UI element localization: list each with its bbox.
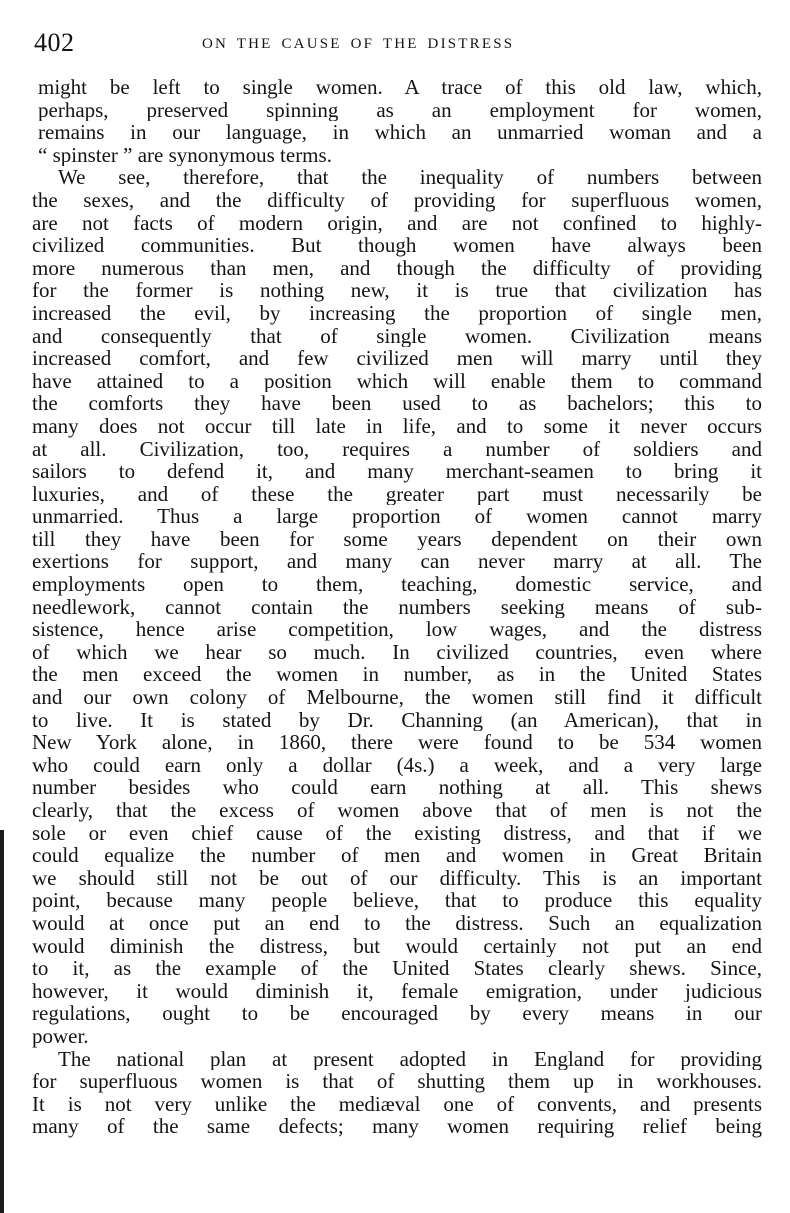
- text-line: increased comfort, and few civilized men will marry until they: [32, 347, 762, 370]
- text-line: would at once put an end to the distress. Such an equalization: [32, 911, 762, 935]
- text-line: civilized communities. But though women have always been: [32, 234, 762, 257]
- text-line: employments open to them, teaching, domestic service, and: [32, 573, 762, 596]
- text-line: exertions for support, and many can never marry at all. The: [32, 550, 762, 574]
- text-line: could equalize the number of men and women in Great Britain: [32, 844, 762, 867]
- text-line: unmarried. Thus a large proportion of women cannot marry: [32, 505, 762, 528]
- text-line: remains in our language, in which an unmarried woman and a: [38, 121, 762, 144]
- text-line: who could earn only a dollar (4s.) a week, and a very large: [32, 753, 762, 777]
- text-line: sole or even chief cause of the existing distress, and that if we: [32, 821, 762, 845]
- text-line: and consequently that of single women. Civilization means: [32, 324, 762, 348]
- running-head: [34, 28, 762, 62]
- text-line: the men exceed the women in number, as in the United States: [32, 663, 762, 687]
- text-line: It is not very unlike the mediæval one of convents, and presents: [32, 1092, 762, 1116]
- text-line: to live. It is stated by Dr. Channing (an American), that in: [32, 708, 762, 732]
- text-line: clearly, that the excess of women above that of men is not the: [32, 799, 762, 822]
- text-line: increased the evil, by increasing the proportion of single men,: [32, 301, 762, 325]
- body-text: [32, 76, 762, 1138]
- text-line: sistence, hence arise competition, low wages, and the distress: [32, 618, 762, 641]
- text-line: many of the same defects; many women requiring relief being: [32, 1115, 762, 1138]
- text-line: and our own colony of Melbourne, the women still find it difficult: [32, 686, 762, 709]
- text-line: luxuries, and of these the greater part must necessarily be: [32, 482, 762, 506]
- text-line: point, because many people believe, that to produce this equality: [32, 889, 762, 912]
- binding-edge: [0, 830, 4, 1213]
- text-line: would diminish the distress, but would certainly not put an end: [32, 934, 762, 958]
- text-line: needlework, cannot contain the numbers seeking means of sub-: [32, 595, 762, 619]
- text-line: more numerous than men, and though the difficulty of providing: [32, 256, 762, 280]
- text-line: “ spinster ” are synonymous terms.: [38, 143, 332, 167]
- text-line: have attained to a position which will enable them to command: [32, 369, 762, 393]
- text-line: are not facts of modern origin, and are not confined to highly-: [32, 211, 762, 235]
- page-number: 402: [34, 28, 75, 57]
- text-line: to it, as the example of the United States clearly shews. Since,: [32, 957, 762, 980]
- text-line: might be left to single women. A trace of this old law, which,: [38, 76, 762, 99]
- text-line: New York alone, in 1860, there were found to be 534 women: [32, 731, 762, 754]
- text-line: for superfluous women is that of shutting them up in workhouses.: [32, 1070, 762, 1093]
- text-line: many does not occur till late in life, and to some it never occurs: [32, 414, 762, 438]
- text-line: power.: [32, 1024, 89, 1048]
- paragraph-start-line: The national plan at present adopted in England for providing: [58, 1047, 762, 1071]
- text-line: however, it would diminish it, female emigration, under judicious: [32, 979, 762, 1003]
- text-line: sailors to defend it, and many merchant-seamen to bring it: [32, 460, 762, 483]
- text-line: perhaps, preserved spinning as an employment for women,: [38, 98, 762, 122]
- paragraph-start-line: We see, therefore, that the inequality of numbers between: [58, 166, 762, 189]
- text-line: at all. Civilization, too, requires a number of soldiers and: [32, 437, 762, 461]
- text-line: of which we hear so much. In civilized countries, even where: [32, 640, 762, 664]
- running-title: ON THE CAUSE OF THE DISTRESS: [202, 36, 515, 52]
- text-line: the sexes, and the difficulty of providing for superfluous women,: [32, 188, 762, 212]
- text-line: the comforts they have been used to as bachelors; this to: [32, 392, 762, 415]
- text-line: for the former is nothing new, it is true that civilization has: [32, 279, 762, 302]
- text-line: till they have been for some years dependent on their own: [32, 527, 762, 551]
- text-line: number besides who could earn nothing at all. This shews: [32, 776, 762, 799]
- text-line: we should still not be out of our difficulty. This is an important: [32, 866, 762, 890]
- text-line: regulations, ought to be encouraged by every means in our: [32, 1002, 762, 1025]
